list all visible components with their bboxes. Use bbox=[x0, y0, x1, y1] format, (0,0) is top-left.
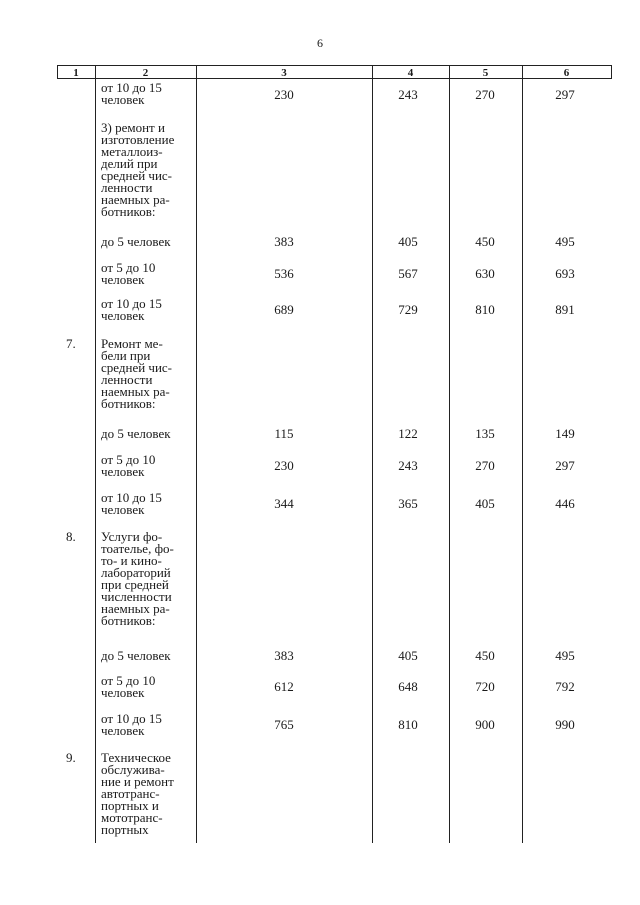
header-col-5: 5 bbox=[482, 67, 489, 79]
value-col-6: 495 bbox=[555, 648, 575, 663]
value-col-3: 383 bbox=[274, 648, 294, 663]
value-col-3: 536 bbox=[274, 266, 294, 281]
table-right-border bbox=[611, 65, 612, 79]
value-col-4: 648 bbox=[398, 679, 418, 694]
value-col-6: 149 bbox=[555, 426, 575, 441]
value-col-3: 115 bbox=[274, 426, 294, 441]
value-col-3: 383 bbox=[274, 234, 294, 249]
section-heading: Техническое обслужива- ние и ремонт автотранс- портных и мототранс- портных bbox=[101, 750, 174, 837]
item-number: 8. bbox=[66, 529, 76, 544]
section-heading: 3) ремонт и изготовление металлоиз- делий при средней чис- ленности наемных ра- ботников: bbox=[101, 120, 175, 219]
section-heading: Услуги фо- тоателье, фо- то- и кино- лабораторий при средней численности наемных ра- ботников: bbox=[101, 529, 174, 628]
value-col-5: 810 bbox=[475, 302, 495, 317]
item-number: 9. bbox=[66, 750, 76, 765]
value-col-4: 243 bbox=[398, 87, 418, 102]
value-col-6: 297 bbox=[555, 458, 575, 473]
row-label: от 5 до 10 человек bbox=[101, 260, 156, 287]
value-col-5: 270 bbox=[475, 458, 495, 473]
row-label: от 5 до 10 человек bbox=[101, 452, 156, 479]
value-col-5: 405 bbox=[475, 496, 495, 511]
value-col-6: 891 bbox=[555, 302, 575, 317]
value-col-4: 405 bbox=[398, 648, 418, 663]
column-divider-5-6 bbox=[522, 65, 523, 843]
value-col-5: 900 bbox=[475, 717, 495, 732]
value-col-5: 135 bbox=[475, 426, 495, 441]
row-label: от 10 до 15 человек bbox=[101, 296, 162, 323]
value-col-6: 693 bbox=[555, 266, 575, 281]
row-label: до 5 человек bbox=[101, 426, 171, 441]
value-col-4: 243 bbox=[398, 458, 418, 473]
value-col-3: 230 bbox=[274, 87, 294, 102]
value-col-5: 450 bbox=[475, 234, 495, 249]
table-top-border bbox=[57, 65, 612, 66]
value-col-3: 344 bbox=[274, 496, 294, 511]
value-col-6: 446 bbox=[555, 496, 575, 511]
value-col-6: 297 bbox=[555, 87, 575, 102]
header-col-2: 2 bbox=[142, 67, 149, 79]
row-label: до 5 человек bbox=[101, 648, 171, 663]
value-col-3: 612 bbox=[274, 679, 294, 694]
header-col-4: 4 bbox=[407, 67, 414, 79]
column-divider-1-2 bbox=[95, 65, 96, 843]
value-col-4: 810 bbox=[398, 717, 418, 732]
row-label: от 10 до 15 человек bbox=[101, 80, 162, 107]
row-label: от 5 до 10 человек bbox=[101, 673, 156, 700]
value-col-5: 270 bbox=[475, 87, 495, 102]
value-col-4: 567 bbox=[398, 266, 418, 281]
row-label: до 5 человек bbox=[101, 234, 171, 249]
value-col-6: 990 bbox=[555, 717, 575, 732]
header-col-3: 3 bbox=[281, 67, 287, 79]
value-col-5: 450 bbox=[475, 648, 495, 663]
item-number: 7. bbox=[66, 336, 76, 351]
header-col-1: 1 bbox=[73, 67, 79, 79]
value-col-3: 765 bbox=[274, 717, 294, 732]
row-label: от 10 до 15 человек bbox=[101, 711, 162, 738]
value-col-4: 122 bbox=[398, 426, 418, 441]
value-col-4: 405 bbox=[398, 234, 418, 249]
value-col-3: 689 bbox=[274, 302, 294, 317]
value-col-5: 720 bbox=[475, 679, 495, 694]
value-col-5: 630 bbox=[475, 266, 495, 281]
column-divider-4-5 bbox=[449, 65, 450, 843]
value-col-4: 365 bbox=[398, 496, 418, 511]
page-number: 6 bbox=[317, 36, 323, 50]
row-label: от 10 до 15 человек bbox=[101, 490, 162, 517]
value-col-4: 729 bbox=[398, 302, 418, 317]
section-heading: Ремонт ме- бели при средней чис- ленности наемных ра- ботников: bbox=[101, 336, 173, 411]
column-divider-3-4 bbox=[372, 65, 373, 843]
value-col-6: 792 bbox=[555, 679, 575, 694]
header-col-6: 6 bbox=[563, 67, 570, 79]
value-col-3: 230 bbox=[274, 458, 294, 473]
value-col-6: 495 bbox=[555, 234, 575, 249]
